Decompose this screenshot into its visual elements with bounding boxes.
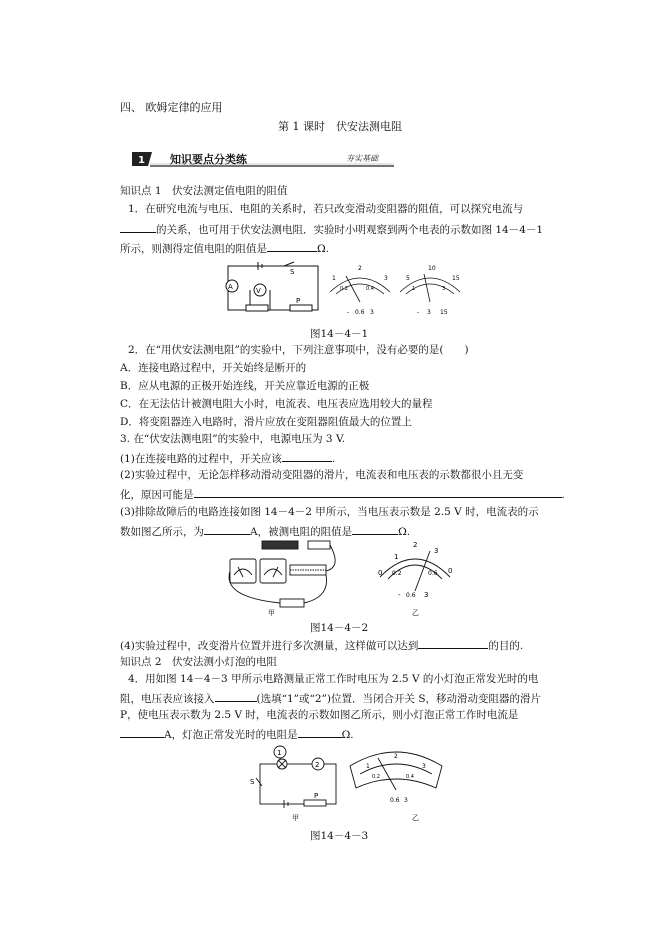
svg-text:2: 2 <box>394 753 398 760</box>
svg-text:0: 0 <box>448 567 453 575</box>
q2-option-b[interactable]: B．应从电源的正极开始连线，开关应靠近电源的正极 <box>120 380 370 392</box>
svg-text:0.2: 0.2 <box>392 570 402 577</box>
q1-blank-1[interactable] <box>120 221 156 233</box>
figure-14-4-2 <box>220 537 470 617</box>
figure-14-4-1-caption: 图14－4－1 <box>310 328 369 340</box>
q4-line4: A，灯泡正常发光时的电阻是 Ω. <box>120 726 354 742</box>
q3-part2-line1: (2)实验过程中，无论怎样移动滑动变阻器的滑片，电流表和电压表的示数都很小且无变 <box>120 469 524 481</box>
q3-part1: (1)在连接电路的过程中，开关应该 . <box>120 450 335 466</box>
svg-text:1: 1 <box>366 763 370 770</box>
banner-number: 1 <box>138 155 145 166</box>
svg-text:0.4: 0.4 <box>406 774 414 780</box>
q2-option-c[interactable]: C．在无法估计被测电阻大小时，电流表、电压表应选用较大的量程 <box>120 398 433 410</box>
svg-text:15: 15 <box>452 275 460 282</box>
q3-stem: 3. 在“伏安法测电阻”的实验中，电源电压为 3 V. <box>120 433 346 445</box>
q1-line2: 的关系，也可用于伏安法测电阻．实验时小明观察到两个电表的示数如图 14－4－1 <box>120 221 543 237</box>
q1-line3: 所示，则测得定值电阻的阻值是 Ω. <box>120 240 329 256</box>
banner-tag: 夯实基础 <box>346 154 378 163</box>
svg-text:1: 1 <box>394 553 399 561</box>
q3-blank-4[interactable] <box>352 523 398 535</box>
svg-text:0.6: 0.6 <box>355 309 365 316</box>
fig1-ammeter-label: A <box>228 283 233 291</box>
svg-text:1: 1 <box>412 286 416 292</box>
q2-option-d[interactable]: D．将变阻器连入电路时，滑片应放在变阻器阻值最大的位置上 <box>120 416 412 428</box>
svg-text:10: 10 <box>428 265 436 272</box>
q4-line1: 4．用如图 14－4－3 甲所示电路测量正常工作时电压为 2.5 V 的小灯泡正常发光时的电 <box>128 673 539 685</box>
q1-blank-2[interactable] <box>267 240 317 252</box>
svg-text:3: 3 <box>434 547 439 555</box>
svg-text:2: 2 <box>413 541 418 549</box>
svg-text:0.2: 0.2 <box>340 286 348 292</box>
fig1-voltmeter-label: V <box>256 287 261 295</box>
fig1-switch-label: S <box>290 268 295 276</box>
lesson-title: 第 1 课时 伏安法测电阻 <box>278 120 402 133</box>
q1-line1: 1．在研究电流与电压、电阻的关系时，若只改变滑动变阻器的阻值，可以探究电流与 <box>128 203 524 215</box>
q4-blank-2[interactable] <box>120 726 164 738</box>
svg-text:1: 1 <box>332 275 336 282</box>
svg-text:3: 3 <box>404 797 408 804</box>
q3-blank-5[interactable] <box>418 637 488 649</box>
svg-text:5: 5 <box>406 275 410 282</box>
q3-part2-line2: 化，原因可能是 . <box>120 486 565 502</box>
fig3-position-1: 1 <box>277 749 282 757</box>
banner-title: 知识要点分类练 <box>170 153 247 166</box>
svg-text:-: - <box>398 591 401 599</box>
figure-14-4-1 <box>220 258 470 324</box>
fig3-slider-label: P <box>314 792 319 800</box>
svg-text:0: 0 <box>378 569 383 577</box>
svg-text:3: 3 <box>424 591 429 599</box>
fig3-jia-label: 甲 <box>292 814 299 822</box>
fig2-jia-label: 甲 <box>268 609 275 617</box>
q3-part3-line1: (3)排除故障后的电路连接如图 14－4－2 甲所示，当电压表示数是 2.5 V 时，电流表的示 <box>120 506 539 518</box>
knowledge-point-2: 知识点 2 伏安法测小灯泡的电阻 <box>120 656 278 668</box>
q2-option-a[interactable]: A．连接电路过程中，开关始终是断开的 <box>120 362 307 374</box>
figure-14-4-2-caption: 图14－4－2 <box>310 622 369 634</box>
q4-blank-3[interactable] <box>298 726 342 738</box>
q4-blank-1[interactable] <box>215 690 257 702</box>
svg-text:-: - <box>417 309 420 316</box>
svg-text:0.4: 0.4 <box>366 286 374 292</box>
fig1-slider-label: P <box>296 297 301 305</box>
q4-line2: 阻，电压表应该接入 (选填“1”或“2”)位置．当闭合开关 S，移动滑动变阻器的滑片 <box>120 690 541 706</box>
fig3-yi-label: 乙 <box>412 814 419 822</box>
svg-text:3: 3 <box>427 309 431 316</box>
figure-14-4-3-caption: 图14－4－3 <box>310 830 369 842</box>
section-title: 四、 欧姆定律的应用 <box>120 101 223 114</box>
fig2-yi-label: 乙 <box>412 609 419 617</box>
svg-text:0.6: 0.6 <box>390 797 400 804</box>
svg-text:3: 3 <box>442 286 446 292</box>
q3-blank-3[interactable] <box>204 523 250 535</box>
section-banner <box>132 150 394 168</box>
q2-stem: 2．在“用伏安法测电阻”的实验中，下列注意事项中，没有必要的是( ) <box>128 344 469 356</box>
svg-text:0.2: 0.2 <box>372 774 380 780</box>
q3-blank-1[interactable] <box>282 450 332 462</box>
svg-text:3: 3 <box>422 763 426 770</box>
svg-text:3: 3 <box>370 309 374 316</box>
q3-part4: (4)实验过程中，改变滑片位置并进行多次测量，这样做可以达到 的目的. <box>120 637 523 653</box>
svg-text:0.6: 0.6 <box>428 570 438 577</box>
q3-blank-2[interactable] <box>194 486 562 498</box>
figure-14-4-3 <box>240 744 460 824</box>
q3-part3-line2: 数如图乙所示，为 A，被测电阻的阻值是 Ω. <box>120 523 410 539</box>
knowledge-point-1: 知识点 1 伏安法测定值电阻的阻值 <box>120 185 288 197</box>
svg-text:0.6: 0.6 <box>406 592 416 599</box>
q4-line3: P，使电压表示数为 2.5 V 时，电流表的示数如图乙所示，则小灯泡正常工作时电流是 <box>120 709 519 721</box>
svg-text:2: 2 <box>358 265 362 272</box>
svg-text:-: - <box>347 309 350 316</box>
fig3-switch-label: S <box>250 778 255 786</box>
svg-text:15: 15 <box>440 309 448 316</box>
svg-text:3: 3 <box>384 275 388 282</box>
fig3-position-2: 2 <box>315 761 320 769</box>
